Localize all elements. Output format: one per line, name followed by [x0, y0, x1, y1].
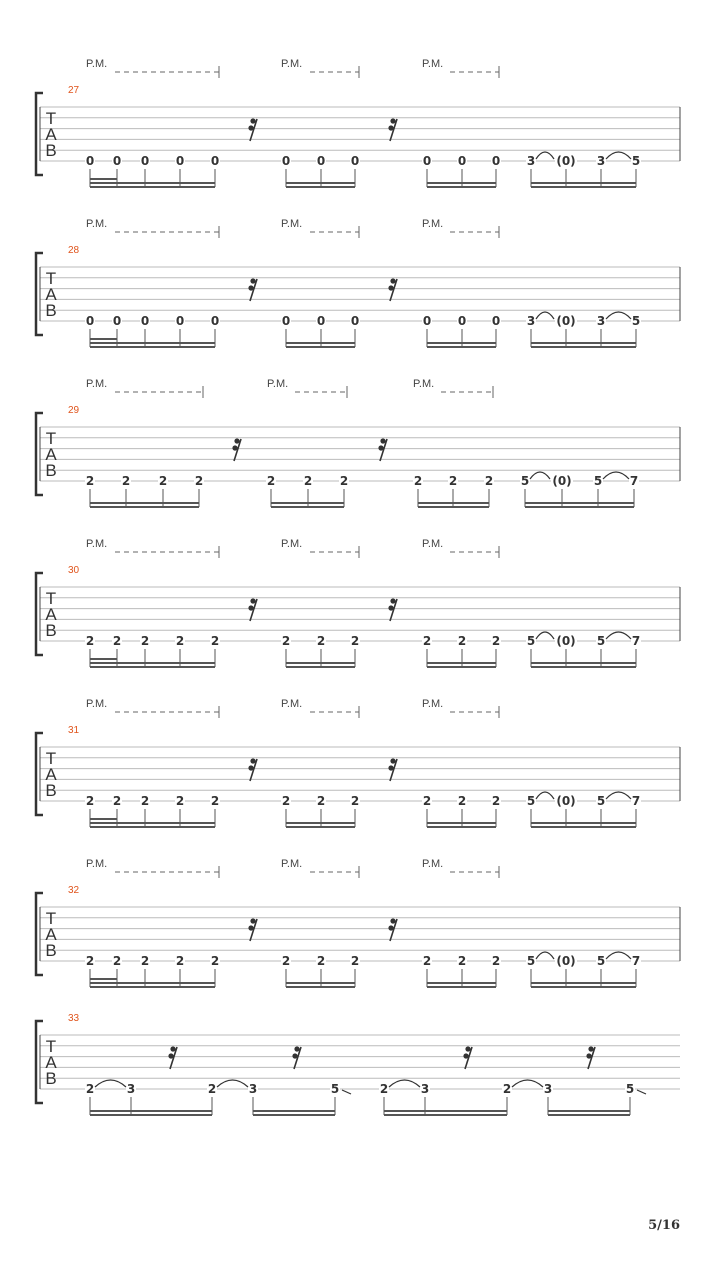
fret-number: 0 — [112, 154, 122, 168]
bar-number: 31 — [68, 725, 80, 736]
fret-number: 0 — [112, 314, 122, 328]
fret-number: 2 — [339, 474, 349, 488]
fret-number: 2 — [121, 474, 131, 488]
tab-clef-letter: A — [45, 285, 57, 304]
palm-mute-label: P.M. — [86, 378, 108, 390]
tie-arc — [606, 952, 631, 959]
fret-number: 2 — [85, 1082, 95, 1096]
fret-number: 5 — [526, 794, 536, 808]
rest-flag-head — [388, 925, 393, 930]
rest-flag-head — [388, 125, 393, 130]
fret-number: 3 — [543, 1082, 553, 1096]
fret-number: 2 — [448, 474, 458, 488]
tab-clef-letter: B — [45, 941, 57, 960]
rest-flag-head — [378, 445, 383, 450]
rest-flag-head — [588, 1046, 593, 1051]
fret-number: 5 — [631, 314, 641, 328]
fret-number: 2 — [491, 634, 501, 648]
palm-mute-label: P.M. — [281, 858, 303, 870]
tie-arc — [512, 1080, 543, 1087]
fret-number: 2 — [413, 474, 423, 488]
fret-number: 3 — [420, 1082, 430, 1096]
fret-number: 0 — [210, 154, 220, 168]
fret-number: 2 — [502, 1082, 512, 1096]
fret-number: 5 — [330, 1082, 340, 1096]
fret-number: 2 — [175, 794, 185, 808]
tab-clef-letter: A — [45, 125, 57, 144]
fret-number: 7 — [629, 474, 639, 488]
fret-number: 2 — [175, 954, 185, 968]
bar-number: 27 — [68, 85, 80, 96]
system-29 — [36, 378, 680, 507]
fret-number: 2 — [281, 794, 291, 808]
tie-arc — [606, 632, 631, 639]
fret-number: 2 — [194, 474, 204, 488]
fret-number: 0 — [140, 154, 150, 168]
fret-number: 7 — [631, 634, 641, 648]
rest-flag-head — [168, 1053, 173, 1058]
rest-flag-head — [390, 278, 395, 283]
palm-mute-label: P.M. — [281, 58, 303, 70]
bar-number: 32 — [68, 885, 80, 896]
fret-number: 5 — [596, 954, 606, 968]
fret-number: 2 — [85, 474, 95, 488]
tab-clef-letter: A — [45, 605, 57, 624]
palm-mute-label: P.M. — [413, 378, 435, 390]
tie-arc — [606, 792, 631, 799]
tab-clef-letter: T — [45, 909, 57, 928]
tab-clef-letter: A — [45, 445, 57, 464]
rest-flag-head — [248, 605, 253, 610]
fret-number: 2 — [175, 634, 185, 648]
fret-number: 2 — [379, 1082, 389, 1096]
fret-number: 0 — [175, 154, 185, 168]
system-32 — [36, 858, 680, 987]
palm-mute-label: P.M. — [86, 538, 108, 550]
palm-mute-label: P.M. — [422, 58, 444, 70]
rest-flag-head — [463, 1053, 468, 1058]
system-28 — [36, 218, 680, 347]
fret-number: 2 — [316, 794, 326, 808]
tie-arc — [217, 1080, 248, 1087]
fret-number: 2 — [422, 954, 432, 968]
fret-number: 2 — [422, 634, 432, 648]
fret-number: 5 — [526, 954, 536, 968]
system-27 — [36, 58, 680, 187]
fret-number: 5 — [625, 1082, 635, 1096]
fret-number: (0) — [552, 474, 572, 488]
rest-flag-head — [248, 765, 253, 770]
tie-arc — [536, 952, 554, 959]
fret-number: 0 — [350, 154, 360, 168]
fret-number: 2 — [457, 634, 467, 648]
system-30 — [36, 538, 680, 667]
palm-mute-label: P.M. — [86, 218, 108, 230]
tie-arc — [606, 312, 631, 319]
fret-number: 3 — [526, 154, 536, 168]
rest-flag-head — [250, 598, 255, 603]
tab-clef-letter: T — [45, 429, 57, 448]
fret-number: (0) — [556, 954, 576, 968]
tie-arc — [389, 1080, 420, 1087]
palm-mute-label: P.M. — [281, 538, 303, 550]
tab-clef-letter: T — [45, 749, 57, 768]
rest-flag-head — [250, 758, 255, 763]
tab-clef-letter: B — [45, 1069, 57, 1088]
rest-flag-head — [294, 1046, 299, 1051]
tab-clef-letter: T — [45, 269, 57, 288]
rest-flag-head — [390, 918, 395, 923]
fret-number: 0 — [457, 154, 467, 168]
fret-number: 5 — [526, 634, 536, 648]
rest-flag-head — [248, 925, 253, 930]
fret-number: 2 — [350, 634, 360, 648]
rest-flag-head — [390, 758, 395, 763]
rest-flag-head — [170, 1046, 175, 1051]
fret-number: 0 — [85, 314, 95, 328]
rest-flag-head — [388, 605, 393, 610]
palm-mute-label: P.M. — [281, 698, 303, 710]
tab-clef-letter: A — [45, 765, 57, 784]
palm-mute-label: P.M. — [422, 698, 444, 710]
fret-number: 2 — [207, 1082, 217, 1096]
fret-number: 0 — [281, 314, 291, 328]
slide-out — [342, 1090, 351, 1094]
fret-number: 2 — [422, 794, 432, 808]
fret-number: 2 — [158, 474, 168, 488]
rest-flag-head — [390, 598, 395, 603]
system-33 — [36, 1013, 680, 1115]
tie-arc — [536, 632, 554, 639]
fret-number: (0) — [556, 314, 576, 328]
fret-number: (0) — [556, 634, 576, 648]
fret-number: 2 — [457, 794, 467, 808]
bar-number: 28 — [68, 245, 80, 256]
fret-number: 0 — [140, 314, 150, 328]
fret-number: 2 — [210, 954, 220, 968]
fret-number: 2 — [112, 634, 122, 648]
rest-flag-head — [388, 285, 393, 290]
fret-number: 5 — [631, 154, 641, 168]
fret-number: 2 — [491, 794, 501, 808]
tie-arc — [536, 792, 554, 799]
fret-number: 2 — [112, 954, 122, 968]
system-31 — [36, 698, 680, 827]
palm-mute-label: P.M. — [422, 858, 444, 870]
palm-mute-label: P.M. — [86, 58, 108, 70]
fret-number: 0 — [422, 154, 432, 168]
fret-number: 3 — [596, 314, 606, 328]
fret-number: 0 — [210, 314, 220, 328]
fret-number: 2 — [281, 634, 291, 648]
rest-flag-head — [292, 1053, 297, 1058]
rest-flag-head — [248, 285, 253, 290]
fret-number: 5 — [596, 794, 606, 808]
fret-number: 0 — [491, 154, 501, 168]
fret-number: 2 — [266, 474, 276, 488]
palm-mute-label: P.M. — [267, 378, 289, 390]
fret-number: 0 — [85, 154, 95, 168]
tie-arc — [536, 312, 554, 319]
fret-number: 0 — [422, 314, 432, 328]
bar-number: 30 — [68, 565, 80, 576]
tie-arc — [95, 1080, 126, 1087]
tab-clef-letter: B — [45, 141, 57, 160]
fret-number: 3 — [596, 154, 606, 168]
fret-number: (0) — [556, 154, 576, 168]
tie-arc — [603, 472, 629, 479]
rest-flag-head — [234, 438, 239, 443]
fret-number: 0 — [457, 314, 467, 328]
fret-number: 0 — [491, 314, 501, 328]
fret-number: 2 — [350, 954, 360, 968]
fret-number: 0 — [281, 154, 291, 168]
rest-flag-head — [390, 118, 395, 123]
fret-number: 0 — [316, 314, 326, 328]
fret-number: 7 — [631, 954, 641, 968]
fret-number: 2 — [281, 954, 291, 968]
bar-number: 29 — [68, 405, 80, 416]
fret-number: 2 — [484, 474, 494, 488]
fret-number: 2 — [140, 954, 150, 968]
rest-flag-head — [250, 118, 255, 123]
rest-flag-head — [388, 765, 393, 770]
rest-flag-head — [250, 278, 255, 283]
tab-clef-letter: T — [45, 1037, 57, 1056]
rest-flag-head — [465, 1046, 470, 1051]
tie-arc — [530, 472, 550, 479]
fret-number: 3 — [526, 314, 536, 328]
bar-number: 33 — [68, 1013, 80, 1024]
fret-number: 2 — [140, 634, 150, 648]
fret-number: 7 — [631, 794, 641, 808]
fret-number: 2 — [85, 794, 95, 808]
rest-flag-head — [248, 125, 253, 130]
slide-out — [637, 1090, 646, 1094]
fret-number: (0) — [556, 794, 576, 808]
fret-number: 2 — [140, 794, 150, 808]
fret-number: 2 — [491, 954, 501, 968]
rest-flag-head — [250, 918, 255, 923]
tab-clef-letter: B — [45, 621, 57, 640]
fret-number: 2 — [350, 794, 360, 808]
fret-number: 2 — [316, 634, 326, 648]
tab-clef-letter: T — [45, 589, 57, 608]
fret-number: 2 — [85, 954, 95, 968]
palm-mute-label: P.M. — [422, 218, 444, 230]
tab-clef-letter: A — [45, 1053, 57, 1072]
fret-number: 2 — [457, 954, 467, 968]
palm-mute-label: P.M. — [86, 858, 108, 870]
tie-arc — [606, 152, 631, 159]
tie-arc — [536, 152, 554, 159]
fret-number: 2 — [112, 794, 122, 808]
tab-clef-letter: B — [45, 461, 57, 480]
tab-clef-letter: T — [45, 109, 57, 128]
rest-flag-head — [586, 1053, 591, 1058]
fret-number: 2 — [316, 954, 326, 968]
fret-number: 0 — [175, 314, 185, 328]
palm-mute-label: P.M. — [422, 538, 444, 550]
fret-number: 3 — [248, 1082, 258, 1096]
fret-number: 5 — [593, 474, 603, 488]
page-number: 5/16 — [648, 1218, 680, 1233]
fret-number: 0 — [350, 314, 360, 328]
fret-number: 5 — [596, 634, 606, 648]
tab-clef-letter: A — [45, 925, 57, 944]
fret-number: 2 — [210, 634, 220, 648]
rest-flag-head — [232, 445, 237, 450]
palm-mute-label: P.M. — [281, 218, 303, 230]
fret-number: 2 — [85, 634, 95, 648]
tab-clef-letter: B — [45, 781, 57, 800]
fret-number: 5 — [520, 474, 530, 488]
fret-number: 3 — [126, 1082, 136, 1096]
fret-number: 2 — [303, 474, 313, 488]
fret-number: 0 — [316, 154, 326, 168]
tab-clef-letter: B — [45, 301, 57, 320]
palm-mute-label: P.M. — [86, 698, 108, 710]
fret-number: 2 — [210, 794, 220, 808]
rest-flag-head — [380, 438, 385, 443]
